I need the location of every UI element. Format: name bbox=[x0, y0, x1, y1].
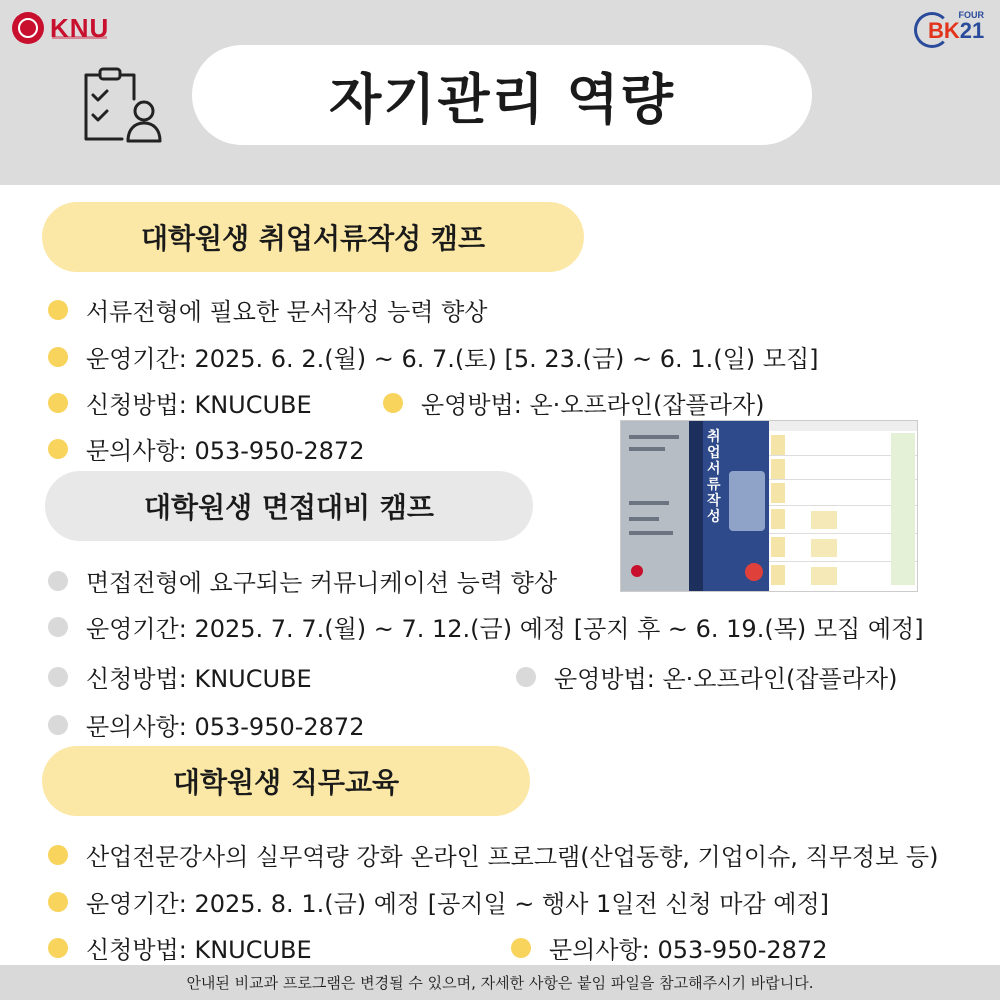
poster-cover-panel bbox=[621, 421, 689, 591]
list-item: 운영기간: 2025. 6. 2.(월) ~ 6. 7.(토) [5. 23.(금) ~ 6. 1.(일) 모집] bbox=[48, 339, 819, 374]
program-poster-image bbox=[620, 420, 918, 592]
knu-logo bbox=[12, 12, 109, 44]
bullet-dot-icon bbox=[48, 667, 68, 687]
section-title-interview-camp: 대학원생 면접대비 캠프 bbox=[45, 471, 533, 541]
bullet-dot-icon bbox=[48, 715, 68, 735]
list-item: 신청방법: KNUCUBE bbox=[48, 385, 312, 420]
list-item: 산업전문강사의 실무역량 강화 온라인 프로그램(산업동향, 기업이슈, 직무정보 등) bbox=[48, 837, 938, 872]
page-title: 자기관리 역량 bbox=[329, 67, 675, 131]
bullet-dot-icon bbox=[48, 347, 68, 367]
list-item: 신청방법: KNUCUBE bbox=[48, 930, 312, 965]
poster-vertical-title: 취업서류작성 bbox=[707, 429, 721, 525]
clipboard-checklist-person-icon bbox=[78, 65, 168, 145]
knu-logo-subline bbox=[52, 36, 107, 39]
list-item: 문의사항: 053-950-2872 bbox=[511, 930, 827, 965]
section-title-document-camp: 대학원생 취업서류작성 캠프 bbox=[42, 202, 584, 272]
list-item: 서류전형에 필요한 문서작성 능력 향상 bbox=[48, 292, 487, 327]
list-item: 운영기간: 2025. 7. 7.(월) ~ 7. 12.(금) 예정 [공지 후 ~ 6. 19.(목) 모집 예정] bbox=[48, 609, 924, 644]
list-item: 문의사항: 053-950-2872 bbox=[48, 707, 364, 742]
bullet-dot-icon bbox=[48, 393, 68, 413]
footer-notice: 안내된 비교과 프로그램은 변경될 수 있으며, 자세한 사항은 붙임 파일을 참고해주시기 바랍니다. bbox=[0, 965, 1000, 1000]
bullet-dot-icon bbox=[383, 393, 403, 413]
bk21-text: BK21 bbox=[928, 18, 985, 43]
bullet-dot-icon bbox=[48, 892, 68, 912]
bullet-dot-icon bbox=[48, 617, 68, 637]
list-item: 운영기간: 2025. 8. 1.(금) 예정 [공지일 ~ 행사 1일전 신청 마감 예정] bbox=[48, 884, 829, 919]
knu-logo-text: KNU bbox=[50, 13, 110, 43]
bullet-dot-icon bbox=[48, 571, 68, 591]
list-item: 운영방법: 온·오프라인(잡플라자) bbox=[383, 385, 764, 420]
bk21-logo bbox=[914, 10, 986, 46]
list-item: 문의사항: 053-950-2872 bbox=[48, 431, 364, 466]
university-seal-icon bbox=[12, 12, 44, 44]
list-item: 운영방법: 온·오프라인(잡플라자) bbox=[516, 659, 897, 694]
bullet-dot-icon bbox=[511, 938, 531, 958]
bk21-four-text: FOUR bbox=[958, 10, 984, 20]
bullet-dot-icon bbox=[48, 938, 68, 958]
bullet-dot-icon bbox=[48, 439, 68, 459]
bullet-dot-icon bbox=[516, 667, 536, 687]
poster-title-panel bbox=[689, 421, 769, 591]
poster-schedule-table bbox=[769, 421, 917, 591]
list-item: 신청방법: KNUCUBE bbox=[48, 659, 312, 694]
section-title-job-education: 대학원생 직무교육 bbox=[42, 746, 530, 816]
bullet-dot-icon bbox=[48, 845, 68, 865]
list-item: 면접전형에 요구되는 커뮤니케이션 능력 향상 bbox=[48, 563, 557, 598]
page-title-pill bbox=[192, 45, 812, 145]
bullet-dot-icon bbox=[48, 300, 68, 320]
